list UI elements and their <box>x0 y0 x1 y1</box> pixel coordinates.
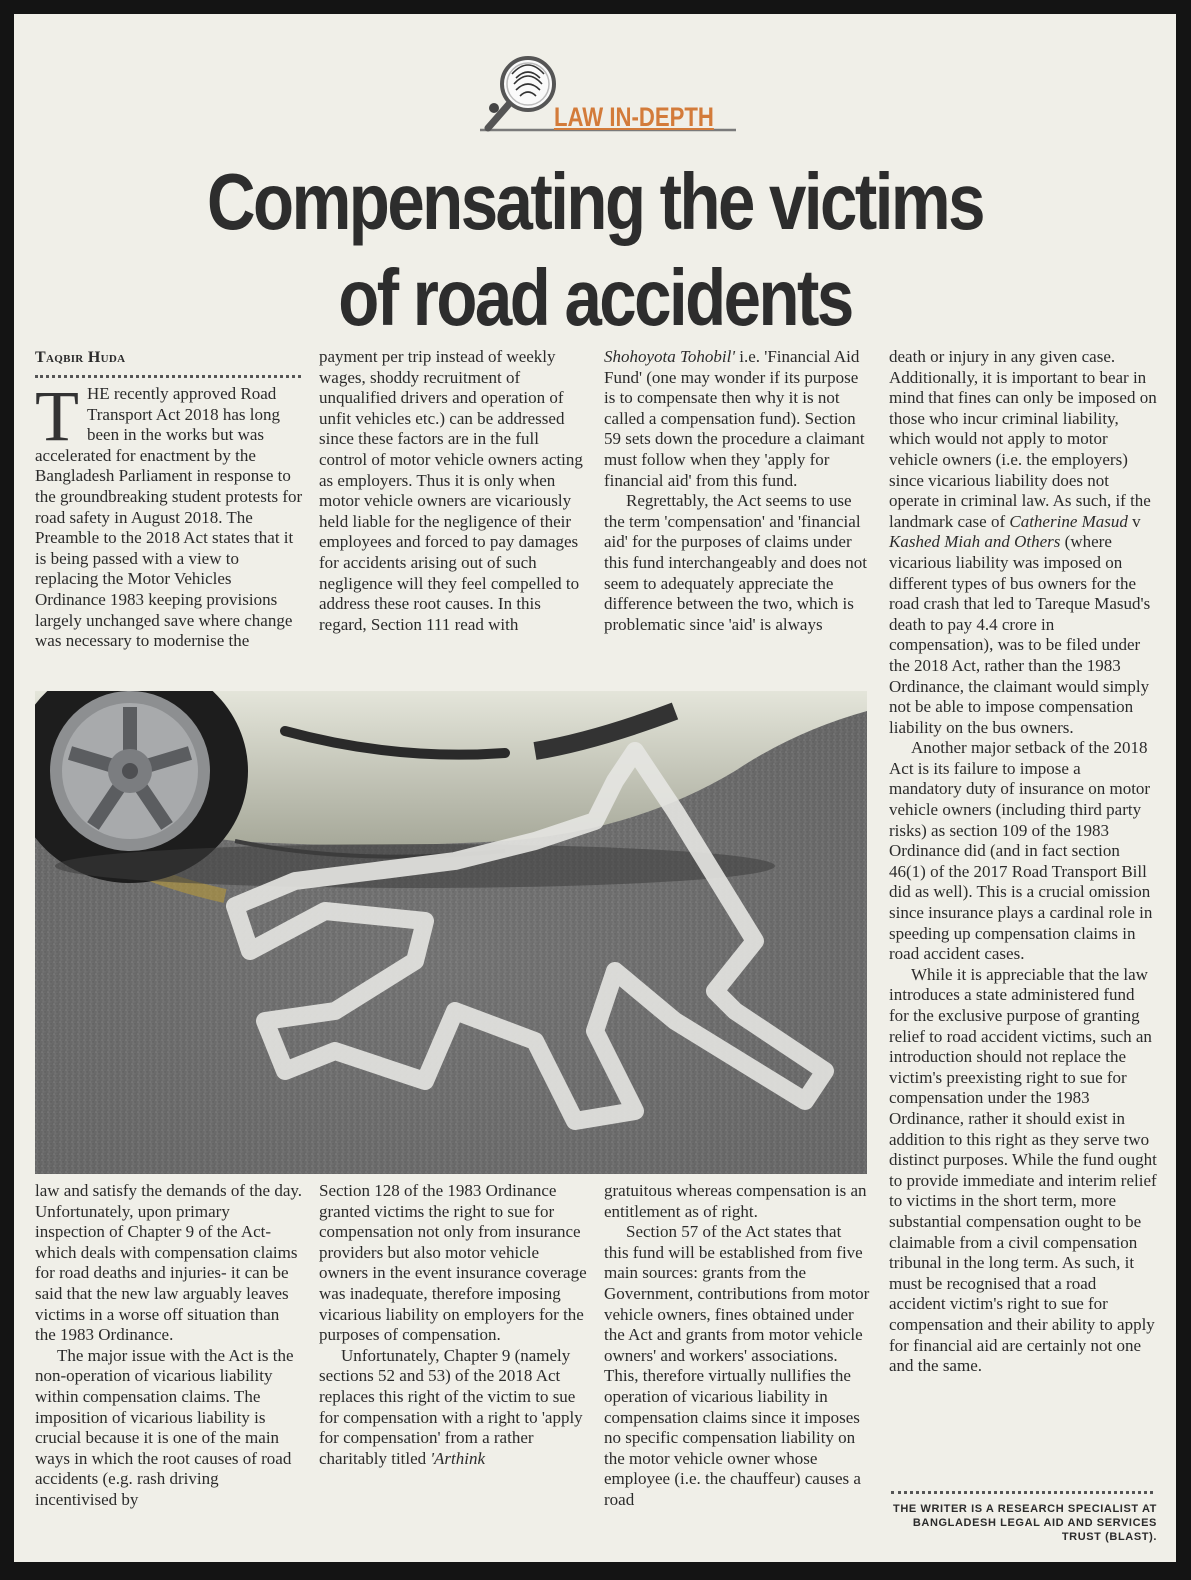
paragraph-text: HE recently approved Road Transport Act 2018 has long been in the works but was accelerated for enactment by the Bangladesh Parliament in response to the groundbreaking student protests for road safety in August 2018. The Preamble to the 2018 Act states that it is being passed with a view to replacing the Motor Vehicles Ordinance 1983 keeping provisions largely unchanged save where change was necessary to modernise the <box>35 384 303 651</box>
case-name: Kashed Miah and Others <box>889 532 1061 552</box>
paragraph: Another major setback of the 2018 Act is its failure to impose a mandatory duty of insurance on motor vehicle owners (including third party risks) as section 109 of the 1983 Ordinance did (and in fact section 46(1) of the 2017 Road Transport Bill did as well). This is a crucial omission since insurance plays a cardinal role in speeding up compensation claims in road accident cases. <box>889 738 1153 964</box>
paragraph: gratuitous whereas compensation is an entitlement as of right. <box>604 1181 867 1221</box>
byline: Taqbir Huda <box>35 349 126 366</box>
paragraph-text: v <box>1127 511 1141 531</box>
paragraph <box>889 347 1157 738</box>
paragraph: Section 57 of the Act states that this fund will be established from five main sources: grants from the Government, contributions from motor vehicle owners, fines obtained under the Act and grants from motor vehicle owners' and workers' associations. This, therefore virtually nullifies the operation of vicarious liability in compensation claims since it imposes no specific compensation liability on the motor vehicle owner whose employee (i.e. the chauffeur) causes a road <box>604 1222 870 1509</box>
kicker-label: LAW IN-DEPTH <box>554 102 714 132</box>
car-chalk-outline-photo <box>35 691 867 1174</box>
headline-line-1: Compensating the victims <box>207 157 983 246</box>
paragraph-text: Unfortunately, Chapter 9 (namely sections 52 and 53) of the 2018 Act replaces this right of the victim to sue for compensation with a right to 'apply for compensation' from a rather charitably titled <box>319 1345 583 1468</box>
column-1-bottom <box>35 1181 303 1511</box>
column-2-top <box>319 347 587 635</box>
footnote-divider <box>891 1491 1153 1494</box>
paragraph: While it is appreciable that the law introduces a state administered fund for the exclusive purpose of granting relief to road accident victims, such an introduction should not replace the victim's preexisting right to sue for compensation under the 1983 Ordinance, rather it should exist in addition to this right as they serve two distinct purposes. While the fund ought to provide immediate and interim relief to victims in the short term, more substantial compensation ought to be claimable from a civil compensation tribunal in the long term. As such, it must be recognised that a road accident victim's right to sue for compensation and their ability to apply for financial aid are certainly not one and the same. <box>889 964 1157 1376</box>
section-kicker <box>476 52 746 136</box>
newspaper-page <box>14 14 1176 1562</box>
paragraph-text: death or injury in any given case. Additionally, it is important to bear in mind that fines can only be imposed on those who incur criminal liability, which would not apply to motor vehicle owners (i.e. the employers) since vicarious liability does not operate in criminal law. As such, if the landmark case of <box>889 347 1157 531</box>
italic-term: Shohoyota Tohobil' <box>604 347 735 366</box>
italic-term: 'Arthink <box>430 1448 486 1468</box>
paragraph: law and satisfy the demands of the day. Unfortunately, upon primary inspection of Chapter 9 of the Act- which deals with compensation claims for road deaths and injuries- it can be said that the new law arguably leaves victims in a worse off situation than the 1983 Ordinance. <box>35 1181 303 1345</box>
paragraph-text: (where vicarious liability was imposed on different types of bus owners for the road crash that led to Tareque Masud's death to pay 4.4 crore in compensation), was to be filed under the 2018 Act, rather than the 1983 Ordinance, the claimant would simply not be able to impose compensation liability on the bus owners. <box>889 532 1151 737</box>
headline <box>14 154 1176 346</box>
paragraph <box>35 376 303 652</box>
column-2-bottom <box>319 1181 587 1469</box>
paragraph-text: i.e. 'Financial Aid Fund' (one may wonder if its purpose is to compensate then why it is not called a compensation fund). Section 59 sets down the procedure a claimant must follow when they 'apply for financial aid' from this fund. <box>604 347 865 490</box>
paragraph: payment per trip instead of weekly wages, shoddy recruitment of unqualified drivers and operation of unfit vehicles etc.) can be addressed since these factors are in the full control of motor vehicle owners acting as employers. Thus it is only when motor vehicle owners are vicariously held liable for the negligence of their employees and forced to pay damages for accidents arising out of such negligence will they feel compelled to address these root causes. In this regard, Section 111 read with <box>319 347 583 634</box>
column-3-top <box>604 347 870 635</box>
drop-cap: T <box>35 376 79 456</box>
column-1-top <box>35 376 303 652</box>
headline-line-2: of road accidents <box>338 253 852 342</box>
paragraph: Section 128 of the 1983 Ordinance granted victims the right to sue for compensation not only from insurance providers but also motor vehicle owners in the event insurance coverage was inadequate, therefore imposing vicarious liability on employers for the purposes of compensation. <box>319 1181 587 1345</box>
paragraph <box>604 347 870 491</box>
author-footnote: THE WRITER IS A RESEARCH SPECIALIST AT BANGLADESH LEGAL AID AND SERVICES TRUST (BLAST). <box>893 1503 1157 1543</box>
paragraph <box>319 1346 587 1470</box>
paragraph: The major issue with the Act is the non-operation of vicarious liability within compensation claims. The imposition of vicarious liability is crucial because it is one of the main ways in which the root causes of road accidents (e.g. rash driving incentivised by <box>35 1345 294 1509</box>
column-3-bottom <box>604 1181 870 1511</box>
column-4 <box>889 347 1157 1377</box>
case-name: Catherine Masud <box>1009 511 1128 531</box>
paragraph: Regrettably, the Act seems to use the term 'compensation' and 'financial aid' for the purposes of claims under this fund interchangeably and does not seem to adequately appreciate the difference between the two, which is problematic since 'aid' is always <box>604 491 867 634</box>
